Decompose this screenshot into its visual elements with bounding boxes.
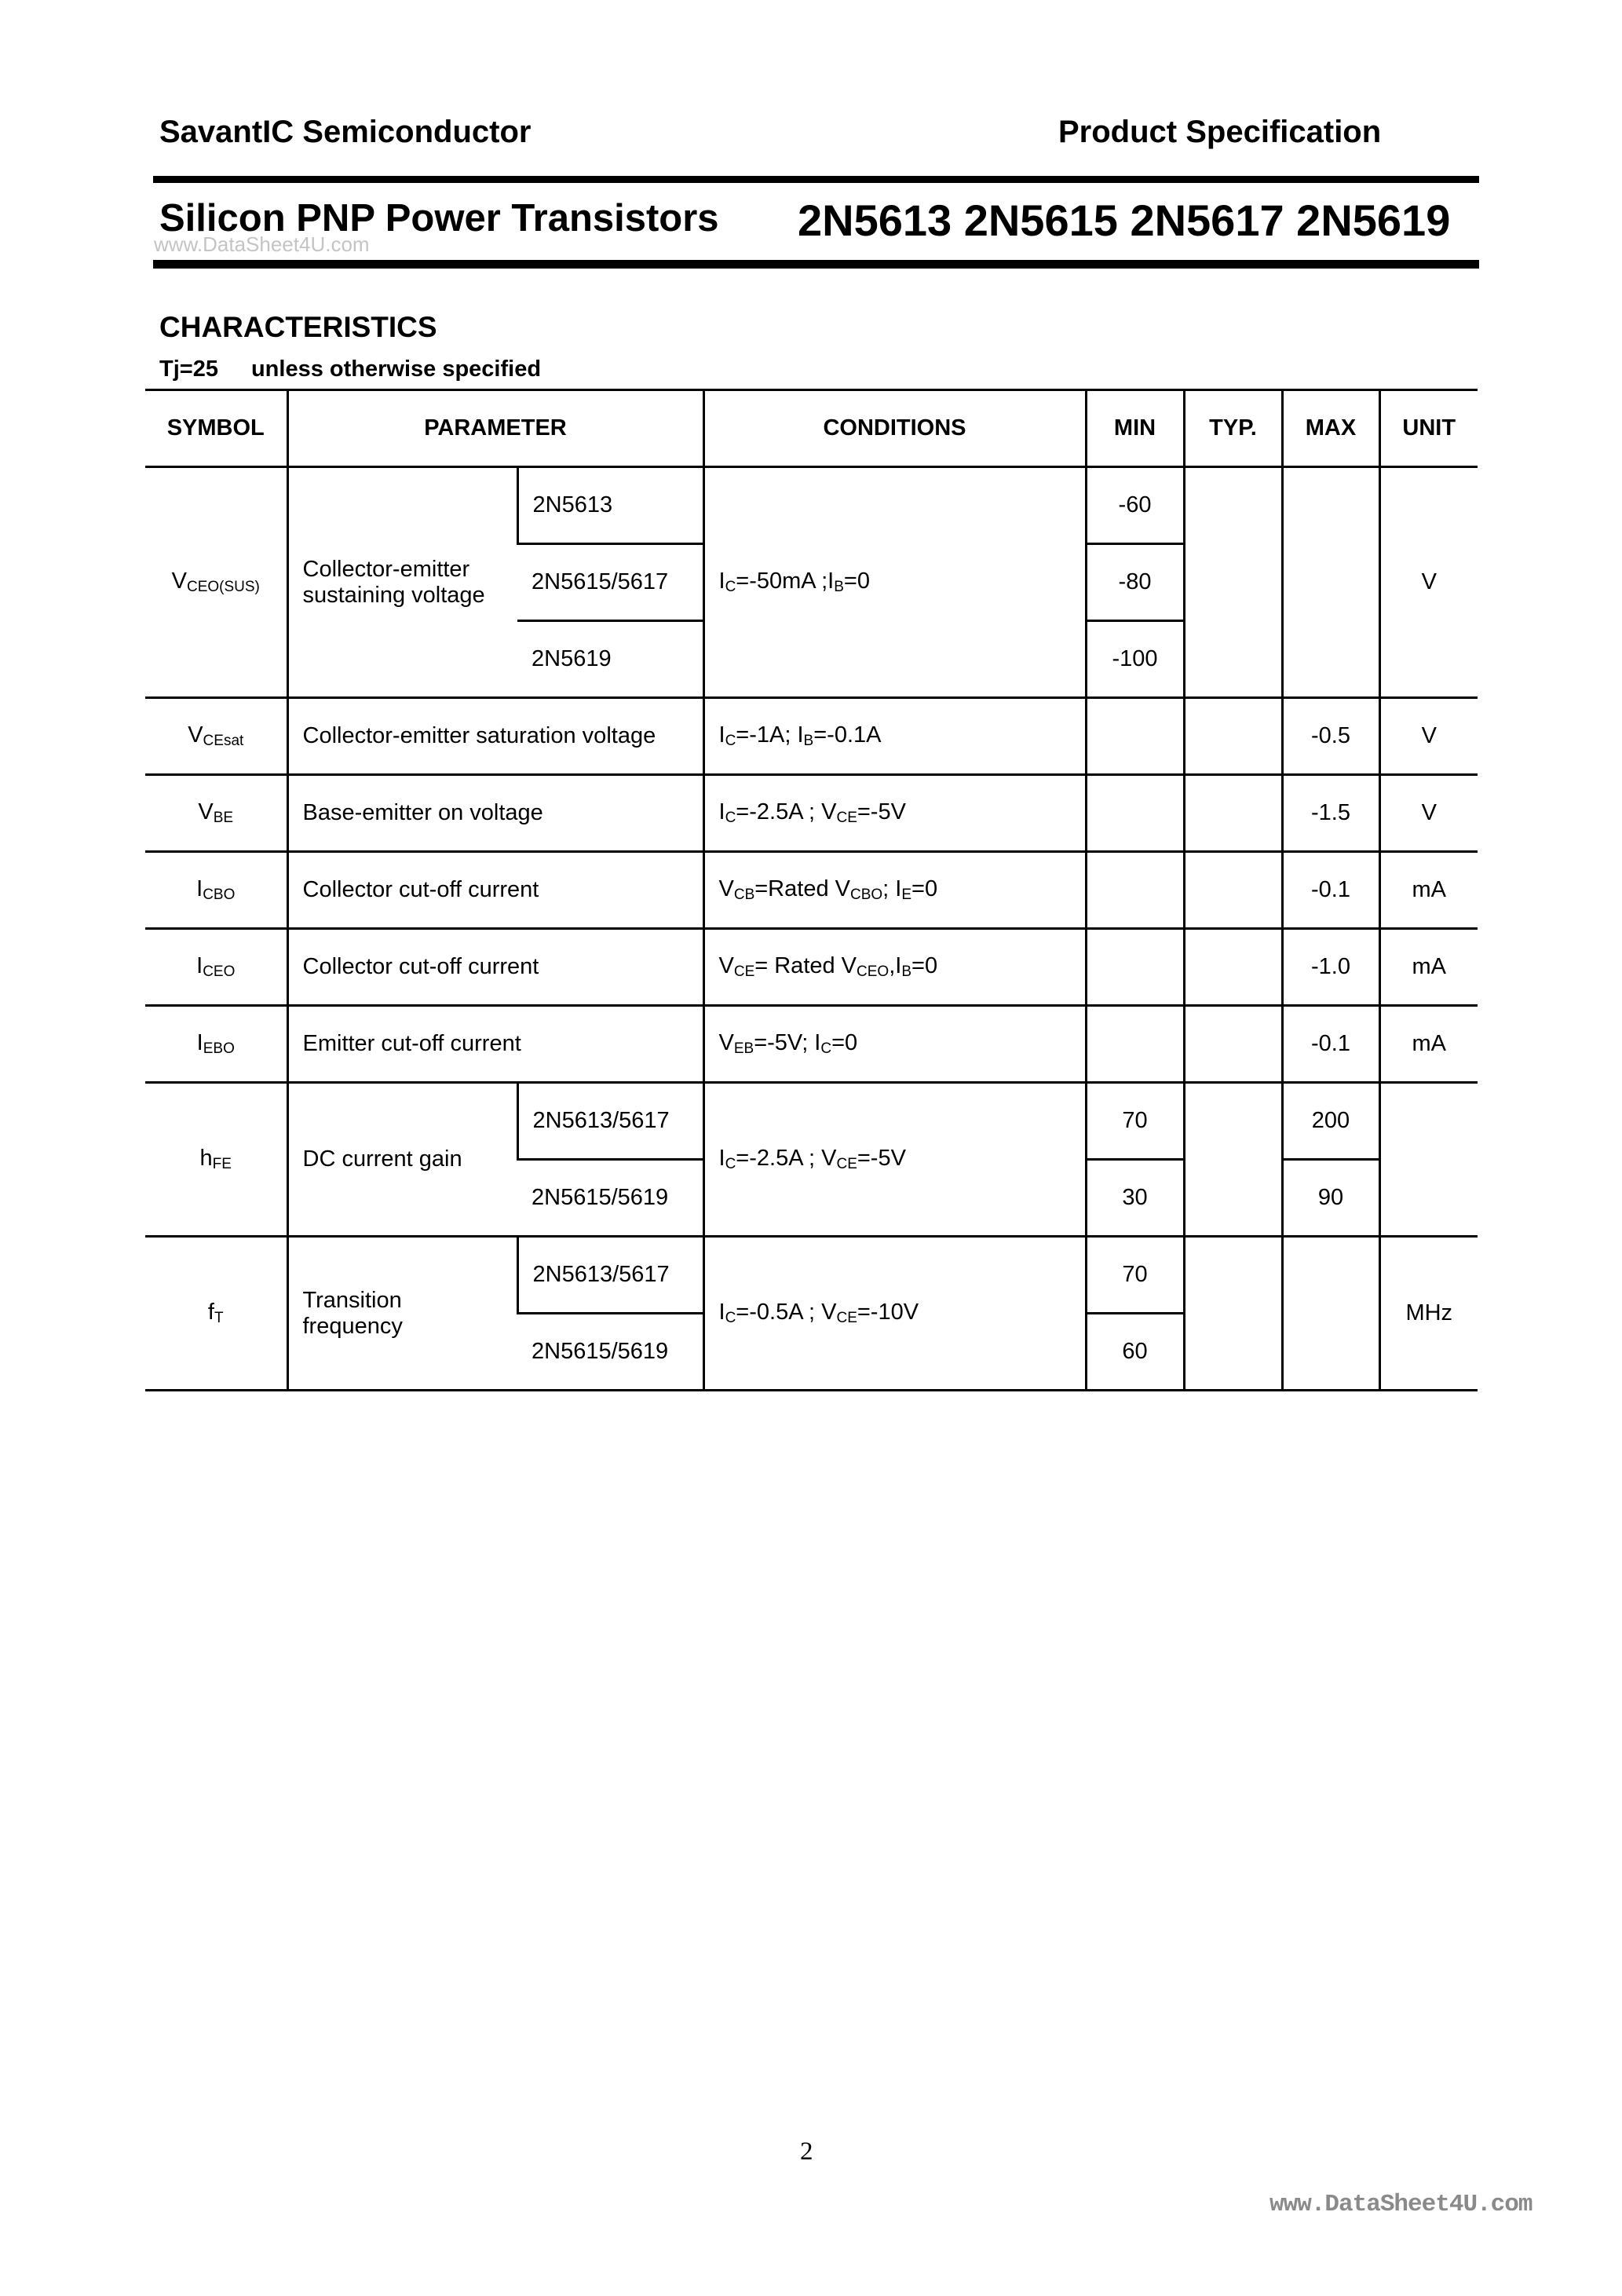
symbol-iebo: $I_{EBO}$ <box>145 1006 287 1083</box>
part-numbers: 2N5613 2N5615 2N5617 2N5619 <box>798 196 1451 245</box>
typ-cell <box>1184 1083 1282 1237</box>
parameter-hfe: DC current gain <box>287 1083 517 1237</box>
typ-cell <box>1184 1006 1282 1083</box>
part-cell: 2N5615/5617 <box>517 544 703 621</box>
header-max: MAX <box>1282 390 1379 467</box>
typ-cell <box>1184 775 1282 852</box>
typ-cell <box>1184 929 1282 1006</box>
max-cell: -0.1 <box>1282 852 1379 929</box>
min-cell: 30 <box>1086 1160 1184 1237</box>
conditions-vceo: $I_C=-50mA$ $;I_B=0$ <box>703 467 1086 698</box>
min-cell: 70 <box>1086 1237 1184 1314</box>
max-cell: -1.0 <box>1282 929 1379 1006</box>
header-parameter: PARAMETER <box>287 390 703 467</box>
part-cell: 2N5613/5617 <box>517 1083 703 1160</box>
table-header-row <box>145 390 1478 467</box>
table-row <box>145 1237 1478 1314</box>
part-cell: 2N5615/5619 <box>517 1160 703 1237</box>
table-row <box>145 929 1478 1006</box>
min-cell: 70 <box>1086 1083 1184 1160</box>
parameter-vceo: Collector-emitter sustaining voltage <box>287 467 517 698</box>
condition-text: unless otherwise specified <box>250 356 542 382</box>
min-cell: -80 <box>1086 544 1184 621</box>
page-number: 2 <box>800 2137 813 2166</box>
part-cell: 2N5615/5619 <box>517 1314 703 1391</box>
min-cell: -100 <box>1086 621 1184 698</box>
footer-watermark: www.DataSheet4U.com <box>1269 2191 1532 2218</box>
max-cell <box>1282 467 1379 698</box>
max-cell: 90 <box>1282 1160 1379 1237</box>
symbol-iceo: $I_{CEO}$ <box>145 929 287 1006</box>
table-row <box>145 698 1478 775</box>
symbol-ft: $f_T$ <box>145 1237 287 1391</box>
unit-ft: MHz <box>1379 1237 1478 1391</box>
page-title: Silicon PNP Power Transistors <box>159 197 719 239</box>
header-conditions: CONDITIONS <box>703 390 1086 467</box>
symbol-icbo: $I_{CBO}$ <box>145 852 287 929</box>
part-cell: 2N5613 <box>517 467 703 544</box>
min-cell <box>1086 929 1184 1006</box>
table-row <box>145 1006 1478 1083</box>
min-cell <box>1086 852 1184 929</box>
symbol-vcesat: $V_{CEsat}$ <box>145 698 287 775</box>
characteristics-table <box>145 389 1478 1391</box>
conditions-vcesat: $I_C=-1A$; $I_B=-0.1A$ <box>703 698 1086 775</box>
symbol-vbe: $V_{BE}$ <box>145 775 287 852</box>
table-row <box>145 1083 1478 1160</box>
document-type: Product Specification <box>1058 115 1382 149</box>
min-cell <box>1086 775 1184 852</box>
parameter-ft: Transition frequency <box>287 1237 517 1391</box>
parameter-iebo: Emitter cut-off current <box>287 1006 703 1083</box>
min-cell <box>1086 1006 1184 1083</box>
max-cell: -1.5 <box>1282 775 1379 852</box>
header-min: MIN <box>1086 390 1184 467</box>
header-typ: TYP. <box>1184 390 1282 467</box>
unit-cell: mA <box>1379 929 1478 1006</box>
conditions-vbe: $I_C=-2.5A$ ; $V_{CE}=-5V$ <box>703 775 1086 852</box>
symbol-vceo: $V_{CEO(SUS)}$ <box>145 467 287 698</box>
parameter-iceo: Collector cut-off current <box>287 929 703 1006</box>
unit-cell: V <box>1379 775 1478 852</box>
symbol-hfe: $h_{FE}$ <box>145 1083 287 1237</box>
min-cell <box>1086 698 1184 775</box>
section-title: CHARACTERISTICS <box>159 311 437 343</box>
conditions-iebo: $V_{EB}=-5V$; $I_C=0$ <box>703 1006 1086 1083</box>
header-rule-top <box>153 176 1479 183</box>
unit-vceo: V <box>1379 467 1478 698</box>
header-symbol: SYMBOL <box>145 390 287 467</box>
unit-cell: mA <box>1379 852 1478 929</box>
min-cell: 60 <box>1086 1314 1184 1391</box>
unit-cell: V <box>1379 698 1478 775</box>
max-cell: 200 <box>1282 1083 1379 1160</box>
unit-cell <box>1379 1083 1478 1237</box>
table-row <box>145 467 1478 544</box>
conditions-icbo: $V_{CB}=Rated$ $V_{CBO}$; $I_E=0$ <box>703 852 1086 929</box>
parameter-vcesat: Collector-emitter saturation voltage <box>287 698 703 775</box>
part-cell: 2N5619 <box>517 621 703 698</box>
parameter-icbo: Collector cut-off current <box>287 852 703 929</box>
typ-cell <box>1184 698 1282 775</box>
test-condition <box>159 356 541 382</box>
unit-cell: mA <box>1379 1006 1478 1083</box>
conditions-iceo: $V_{CE}=$ Rated $V_{CEO},I_B=0$ <box>703 929 1086 1006</box>
header-unit: UNIT <box>1379 390 1478 467</box>
conditions-hfe: $I_C=-2.5A$ ; $V_{CE}=-5V$ <box>703 1083 1086 1237</box>
watermark-top: www.DataSheet4U.com <box>154 232 370 256</box>
company-name: SavantIC Semiconductor <box>159 115 532 149</box>
max-cell: -0.5 <box>1282 698 1379 775</box>
typ-cell <box>1184 1237 1282 1391</box>
max-cell <box>1282 1237 1379 1391</box>
parameter-vbe: Base-emitter on voltage <box>287 775 703 852</box>
table-row <box>145 852 1478 929</box>
typ-cell <box>1184 852 1282 929</box>
conditions-ft: $I_C=-0.5A$ ; $V_{CE}=-10V$ <box>703 1237 1086 1391</box>
max-cell: -0.1 <box>1282 1006 1379 1083</box>
header-rule-bottom <box>153 260 1479 269</box>
min-cell: -60 <box>1086 467 1184 544</box>
part-cell: 2N5613/5617 <box>517 1237 703 1314</box>
condition-tj: Tj=25 <box>159 356 218 382</box>
table-row <box>145 775 1478 852</box>
typ-cell <box>1184 467 1282 698</box>
